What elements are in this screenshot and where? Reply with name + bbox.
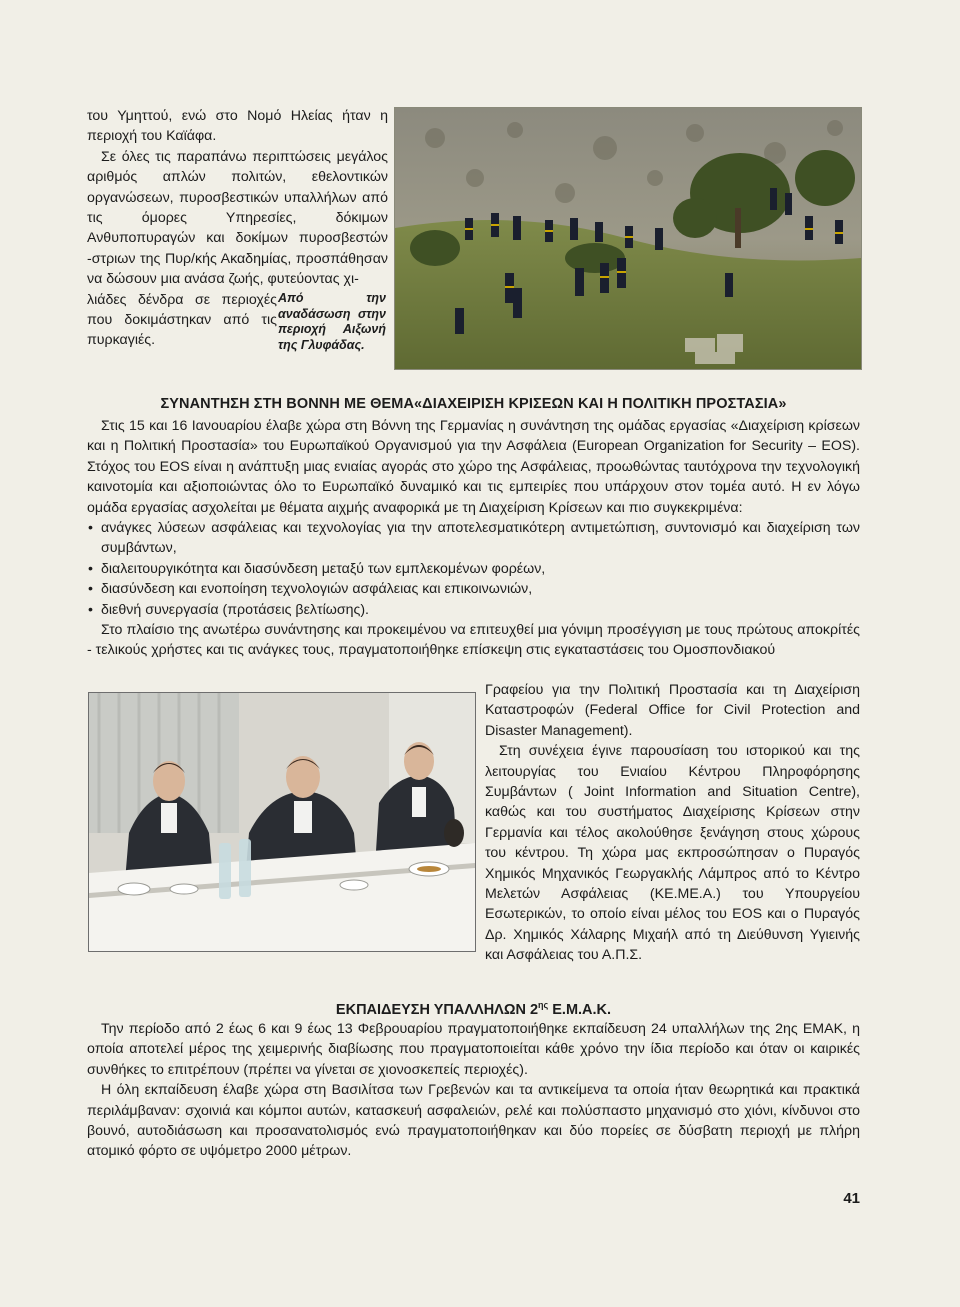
bonn-bullet-2: • διαλειτουργικότητα και διασύνδεση μεταξύ των εμπλεκομένων φορέων, — [87, 559, 860, 579]
meeting-photo — [88, 692, 476, 952]
bonn-paragraph-2: Στο πλαίσιο της ανωτέρω συνάντησης και προκειμένου να επιτευχθεί μια γόνιμη προσέγγιση με τους πρώτους αποκρίτές - τελικούς χρήστες και τις ανάγκες τους, πραγματοποιήθηκε επίσκεψη στις εγκαταστάσεις του Ομοσπονδιακού — [87, 622, 860, 659]
page-number: 41 — [843, 1190, 860, 1207]
training-paragraph-2: Η όλη εκπαίδευση έλαβε χώρα στη Βασιλίτσα των Γρεβενών και τα αντικείμενα τα οποία ήταν θεωρητικά και πρακτικά περιλάμβαναν: σχοινιά και κόμποι αυτών, κατασκευή ασφαλειών, ρελέ και πολύσπαστο μηχανισμό στο χιόνι, κίνδυνοι στο βουνό, αυτοδιάσωση και προσανατολισμός ενώ πραγματοποιήθηκαν και δύο πορείες σε δύσβατη περιοχή με πλήρη ατομικό φόρτο σε υψόμετρο 2000 μέτρων. — [87, 1082, 860, 1160]
intro-paragraph-2-continued: λιάδες δένδρα σε περιοχές που δοκιμάστηκαν από τις πυρκαγιές. — [87, 291, 277, 349]
reforestation-photo — [394, 107, 862, 370]
bonn-bullet-3: • διασύνδεση και ενοποίηση τεχνολογιών ασφάλειας και επικοινωνιών, — [87, 579, 860, 599]
training-paragraph-1: Την περίοδο από 2 έως 6 και 9 έως 13 Φεβρουαρίου πραγματοποιήθηκε εκπαίδευση 24 υπαλλήλων της 2ης ΕΜΑΚ, η οποία αποτελεί μέρος της χειμερινής διαβίωσης που πραγματοποιείται κάθε χρόνο την ίδια περίοδο και όταν οι καιρικές συνθήκες το επιτρέπουν (πρέπει να γίνεται σε χιονοσκεπείς περιοχές). — [87, 1021, 860, 1078]
training-heading-suffix: Ε.Μ.Α.Κ. — [548, 1002, 612, 1018]
bonn-paragraph-2-continued: Γραφείου για την Πολιτική Προστασία και τη Διαχείριση Καταστροφών (Federal Office for Civil Protection and Disaster Management). — [485, 682, 860, 739]
bonn-paragraph-1: Στις 15 και 16 Ιανουαρίου έλαβε χώρα στη Βόννη της Γερμανίας η συνάντηση της ομάδας εργασίας «Διαχείριση κρίσεων και η Πολιτική Προστασία» του Ευρωπαϊκού Οργανισμού για την Ασφάλεια (European Organization for Security – EOS). Στόχος του EOS είναι η ανάπτυξη μιας ενιαίας αγοράς στο χώρο της Ασφάλειας, προωθώντας ταυτόχρονα την τεχνολογική καινοτομία και αξιοποιώντας όλο το Ευρωπαϊκό δυναμικό και τις εμπειρίες που υπάρχουν στον τομέα αυτό. Η εν λόγω ομάδα εργασίας ασχολείται με θέματα αιχμής αναφορικά με τη Διαχείριση Κρίσεων και πιο συγκεκριμένα: — [87, 418, 860, 516]
training-heading-text: ΕΚΠΑΙΔΕΥΣΗ ΥΠΑΛΛΗΛΩΝ 2 — [335, 1002, 539, 1018]
reforestation-photo-caption: Από την αναδάσωση στην περιοχή Αιξωνή της Γλυφάδας. — [278, 291, 386, 352]
bonn-bullet-1: • ανάγκες λύσεων ασφάλειας και τεχνολογίας για την αποτελεσματικότερη αντιμετώπιση, συντονισμό και διαχείριση των συμβάντων, — [87, 518, 860, 559]
intro-paragraph-1: του Υμηττού, ενώ στο Νομό Ηλείας ήταν η περιοχή του Καϊάφα. — [87, 108, 388, 145]
bonn-section-heading: ΣΥΝΑΝΤΗΣΗ ΣΤΗ ΒΟΝΝΗ ΜΕ ΘΕΜΑ«ΔΙΑΧΕΙΡΙΣΗ ΚΡΙΣΕΩΝ ΚΑΙ Η ΠΟΛΙΤΙΚΗ ΠΡΟΣΤΑΣΙΑ» — [160, 396, 787, 412]
training-section-body — [87, 1019, 860, 1162]
bonn-bullet-4: • διεθνή συνεργασία (προτάσεις βελτίωσης). — [87, 600, 860, 620]
training-section-heading — [87, 1000, 860, 1018]
bonn-right-column — [485, 680, 860, 966]
bonn-section-body — [87, 416, 860, 661]
training-heading-superscript: ης — [538, 1000, 549, 1010]
bonn-paragraph-3: Στη συνέχεια έγινε παρουσίαση του ιστορικού και της λειτουργίας του Ενιαίου Κέντρου Πληροφόρησης Συμβάντων ( Joint Information and Situation Centre), καθώς και του συστήματος Διαχείρισης Κρίσεων στην Γερμανία και τέλος ακολούθησε ξενάγηση στους χώρους του κέντρου. Τη χώρα μας εκπροσώπησαν ο Πυραγός Χημικός Μηχανικός Γεωργακλής Λάμπρος από το Κέντρο Μελετών Ασφάλειας (ΚΕ.ΜΕ.Α.) του Υπουργείου Εσωτερικών, το οποίο είναι μέλος του EOS και ο Πυραγός Δρ. Χημικός Χάλαρης Μιχαήλ από τη Διεύθυνση Υγιεινής και Ασφάλειας του Α.Π.Σ. — [485, 743, 860, 964]
intro-paragraph-2: Σε όλες τις παραπάνω περιπτώσεις μεγάλος αριθμός απλών πολιτών, εθελοντικών οργανώσεων, πυροσβεστικών υπαλλήλων από τις όμορες Υπηρεσίες, δόκιμων Ανθυποπυραγών και δοκίμων πυροσβεστών -στριων της Πυρ/κής Ακαδημίας, προσπάθησαν να δώσουν μια ανάσα ζωής, φυτεύοντας χι- — [87, 148, 388, 288]
